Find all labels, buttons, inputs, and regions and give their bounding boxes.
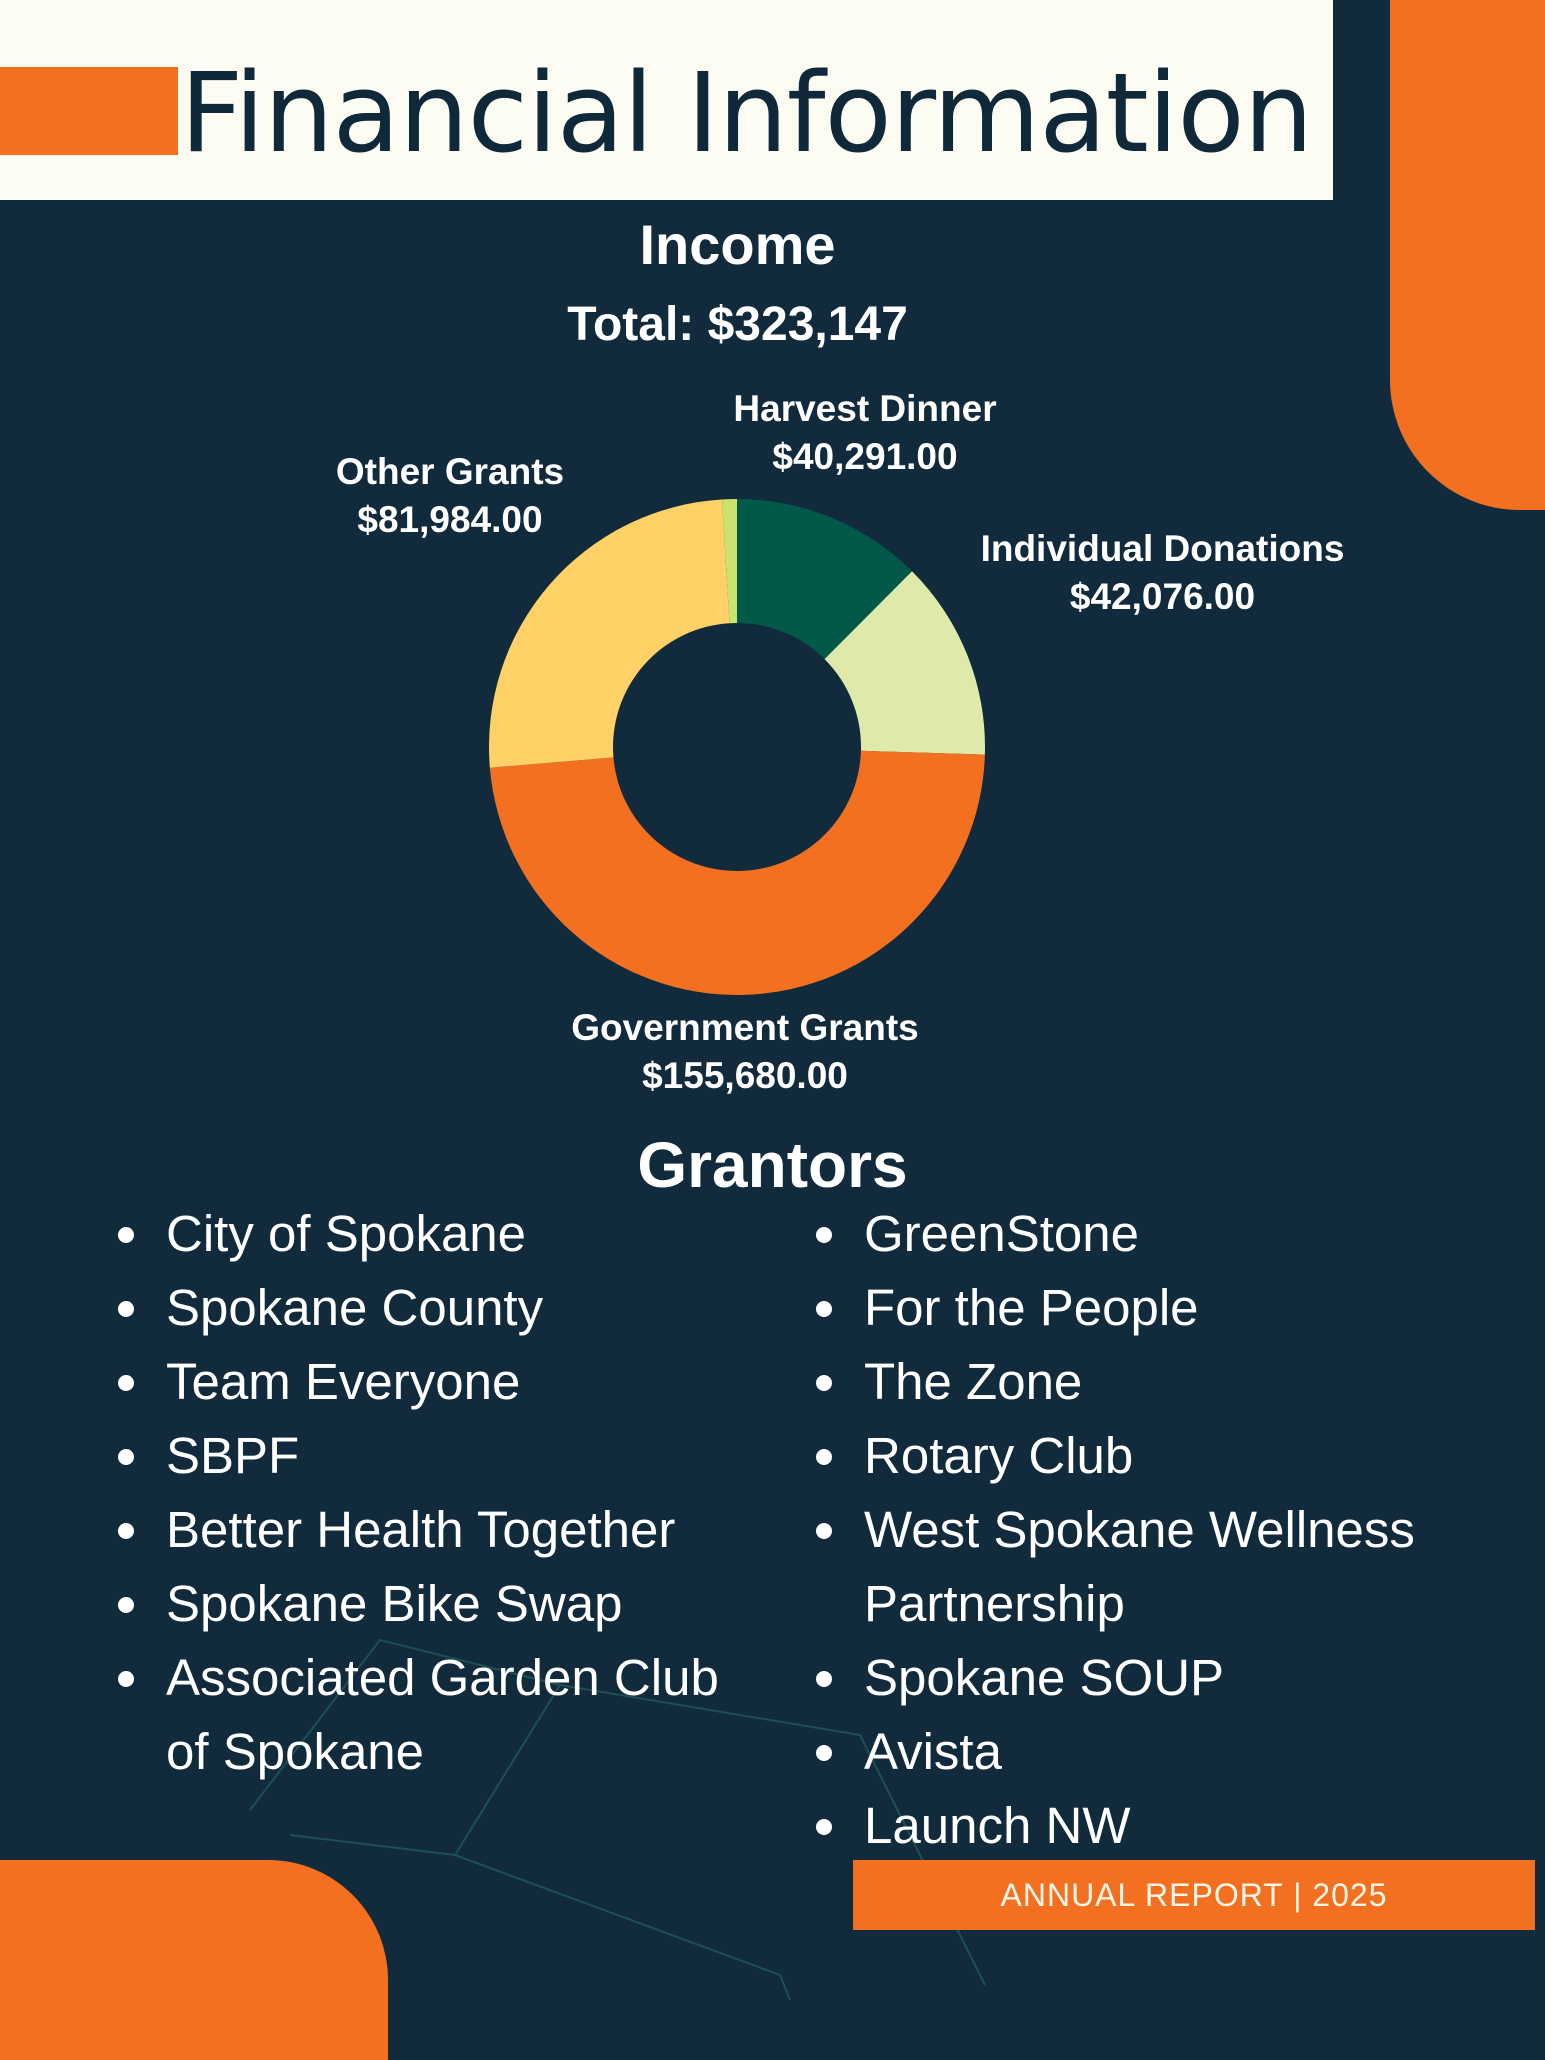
list-item: Associated Garden Club of Spokane	[114, 1641, 734, 1789]
list-item: City of Spokane	[114, 1197, 734, 1271]
list-item: Team Everyone	[114, 1345, 734, 1419]
income-heading: Income	[639, 213, 836, 276]
list-item: For the People	[812, 1271, 1532, 1345]
label-individual-donations-value: $42,076.00	[1069, 576, 1256, 617]
list-item: Spokane Bike Swap	[114, 1567, 734, 1641]
donut-slice-government-grants	[490, 751, 985, 995]
page-title: Financial Information	[180, 49, 1313, 177]
label-individual-donations-name: Individual Donations	[980, 528, 1345, 569]
list-item: Spokane SOUP	[812, 1641, 1532, 1715]
label-government-grants	[540, 1004, 950, 1100]
label-harvest-dinner-value: $40,291.00	[772, 436, 958, 477]
list-item: West Spokane Wellness Partnership	[812, 1493, 1532, 1641]
grantors-list-left	[114, 1197, 734, 1789]
list-item: GreenStone	[812, 1197, 1532, 1271]
grantors-list-right	[812, 1197, 1532, 1863]
label-harvest-dinner	[700, 385, 1030, 481]
list-item: The Zone	[812, 1345, 1532, 1419]
label-other-grants	[300, 448, 600, 544]
list-item: SBPF	[114, 1419, 734, 1493]
label-other-grants-value: $81,984.00	[357, 499, 543, 540]
list-item: Launch NW	[812, 1789, 1532, 1863]
list-item: Better Health Together	[114, 1493, 734, 1567]
label-government-grants-name: Government Grants	[571, 1007, 919, 1048]
footer-annual-report-badge: ANNUAL REPORT | 2025	[853, 1860, 1535, 1930]
list-item: Avista	[812, 1715, 1532, 1789]
list-item: Spokane County	[114, 1271, 734, 1345]
list-item: Rotary Club	[812, 1419, 1532, 1493]
label-harvest-dinner-name: Harvest Dinner	[733, 388, 997, 429]
label-other-grants-name: Other Grants	[335, 451, 565, 492]
grantors-heading: Grantors	[637, 1129, 908, 1201]
label-government-grants-value: $155,680.00	[642, 1055, 848, 1096]
label-individual-donations	[950, 525, 1375, 621]
income-total: Total: $323,147	[567, 298, 908, 351]
